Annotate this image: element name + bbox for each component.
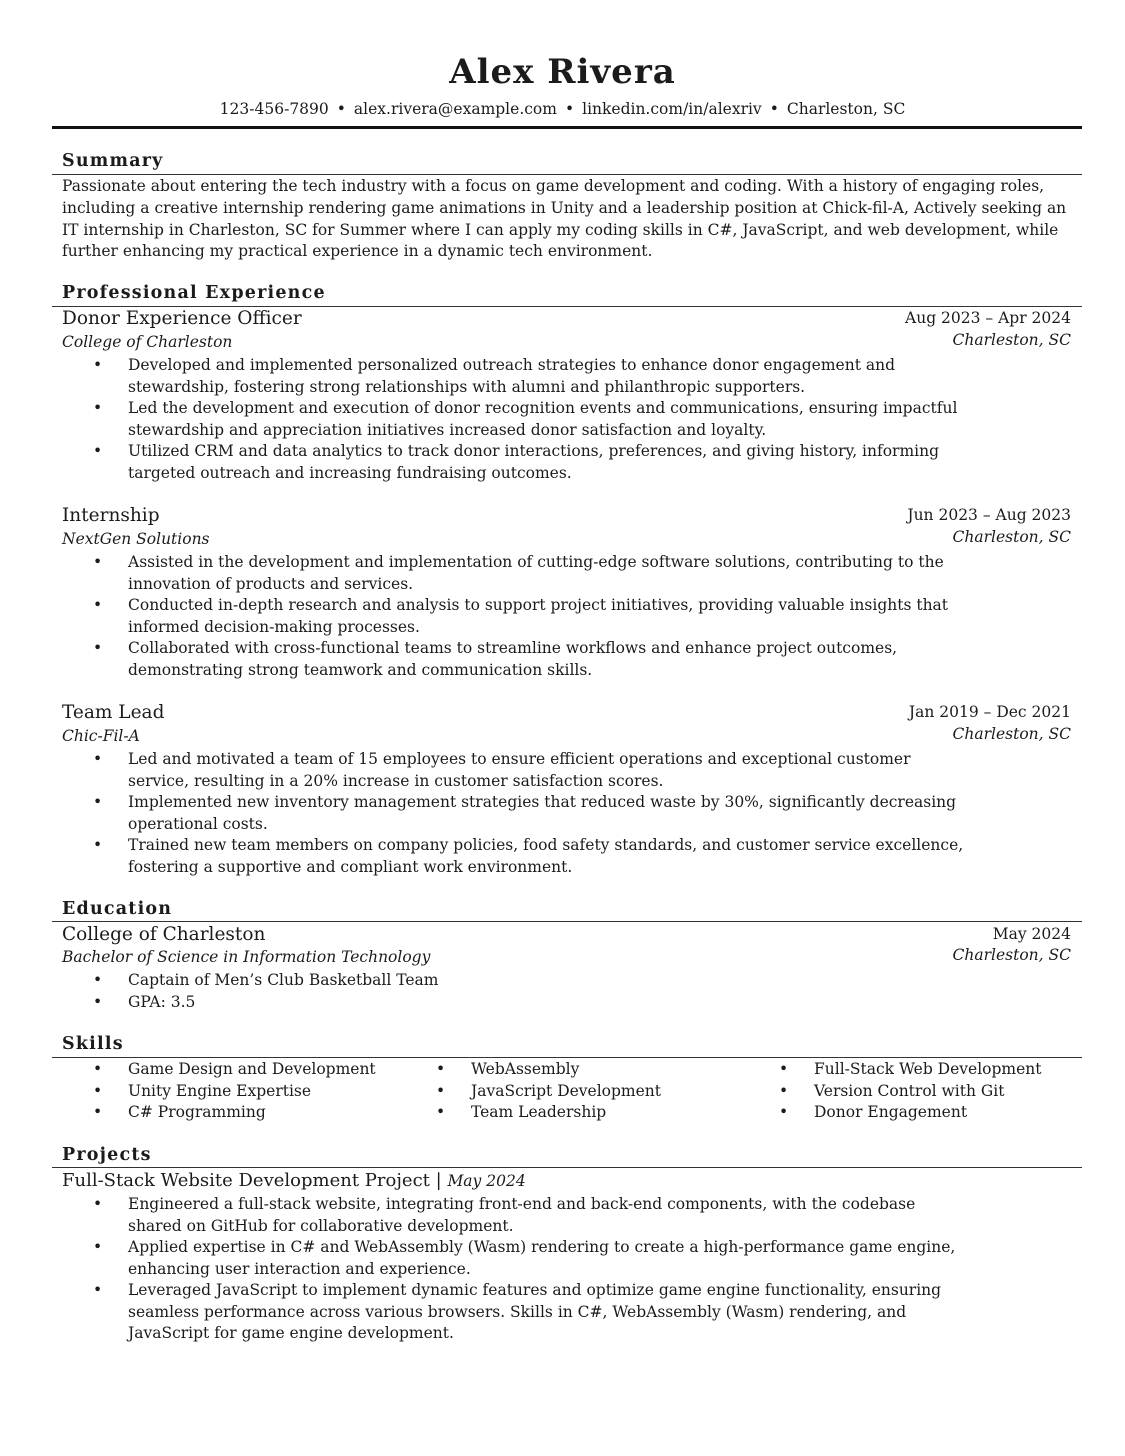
project-date: May 2024 — [447, 1172, 526, 1190]
project-bullets — [0, 1194, 968, 1345]
job-title: Team Lead — [62, 702, 165, 723]
list-item: • Developed and implemented personalized outreach strategies to enhance donor engagement and stewardship, fostering strong relationships with alumni and philanthropic supporters. — [93, 356, 895, 396]
list-item: • Conducted in-depth research and analysis to support project initiatives, providing valuable insights that informed decision-making processes. — [93, 596, 949, 636]
section-rule — [52, 1167, 1082, 1168]
skill-item: • C# Programming — [93, 1102, 376, 1124]
skill-item: • JavaScript Development — [436, 1081, 661, 1103]
bullet-icon: • — [93, 442, 103, 460]
list-item: • Utilized CRM and data analytics to track donor interactions, preferences, and giving history, informing targeted outreach and increasing fundraising outcomes. — [93, 442, 940, 482]
school-name: College of Charleston — [62, 924, 266, 945]
list-item: • Implemented new inventory management strategies that reduced waste by 30%, significantly decreasing operational costs. — [93, 793, 957, 833]
bullet-icon: • — [93, 596, 103, 614]
bullet-icon: • — [93, 992, 103, 1011]
bullet-icon: • — [436, 1081, 446, 1100]
bullet-icon: • — [93, 1281, 103, 1299]
list-item: • Applied expertise in C# and WebAssembly (Wasm) rendering to create a high-performance game engine, enhancing user interaction and experience. — [93, 1238, 956, 1278]
job-title: Internship — [62, 505, 160, 526]
school-location: Charleston, SC — [952, 946, 1071, 964]
skills-column — [436, 1059, 661, 1124]
section-rule — [52, 306, 1082, 307]
separator: • — [336, 100, 346, 118]
candidate-name: Alex Rivera — [449, 52, 676, 92]
section-title-projects: Projects — [62, 1145, 152, 1165]
graduation-date: May 2024 — [992, 925, 1071, 943]
section-rule — [52, 174, 1082, 175]
bullet-icon: • — [93, 1238, 103, 1256]
skill-item: • Donor Engagement — [779, 1102, 1042, 1124]
skill-item: • Full-Stack Web Development — [779, 1059, 1042, 1081]
separator: • — [769, 100, 779, 118]
bullet-icon: • — [93, 971, 103, 989]
bullet-icon: • — [93, 750, 103, 768]
job-dates: Aug 2023 – Apr 2024 — [905, 309, 1071, 327]
list-item: • Captain of Men’s Club Basketball Team — [0, 970, 968, 992]
bullet-icon: • — [93, 836, 103, 854]
job-title: Donor Experience Officer — [62, 308, 302, 329]
phone: 123-456-7890 — [219, 100, 329, 118]
job-bullets — [0, 355, 968, 484]
bullet-icon: • — [93, 1081, 103, 1100]
job-organization: Chic-Fil-A — [62, 727, 140, 745]
bullet-icon: • — [93, 639, 103, 657]
bullet-icon: • — [93, 356, 103, 374]
list-item: • Led and motivated a team of 15 employees to ensure efficient operations and exceptional customer service, resulting in a 20% increase in customer satisfaction scores. — [93, 750, 911, 790]
skill-item: • Unity Engine Expertise — [93, 1081, 376, 1103]
section-title-skills: Skills — [62, 1034, 124, 1054]
bullet-icon: • — [93, 1103, 103, 1122]
bullet-icon: • — [779, 1060, 789, 1078]
bullet-icon: • — [93, 793, 103, 811]
bullet-icon: • — [93, 399, 103, 417]
header-divider — [52, 126, 1082, 129]
skill-item: • Version Control with Git — [779, 1081, 1042, 1103]
list-item: • Trained new team members on company policies, food safety standards, and customer service excellence, fostering a supportive and compliant work environment. — [93, 836, 964, 876]
degree: Bachelor of Science in Information Technology — [62, 948, 431, 966]
list-item: • Assisted in the development and implementation of cutting-edge software solutions, contributing to the innovation of products and services. — [93, 553, 944, 593]
education-bullets — [0, 970, 968, 1013]
job-location: Charleston, SC — [952, 528, 1071, 546]
list-item: • GPA: 3.5 — [0, 992, 968, 1014]
bullet-icon: • — [436, 1060, 446, 1078]
project-divider: | — [435, 1170, 442, 1191]
bullet-icon: • — [436, 1103, 446, 1122]
section-rule — [52, 921, 1082, 922]
list-item: • Collaborated with cross-functional teams to streamline workflows and enhance project outcomes, demonstrating strong teamwork and communication skills. — [93, 639, 898, 679]
bullet-icon: • — [779, 1081, 789, 1100]
skills-column — [93, 1059, 376, 1124]
bullet-icon: • — [93, 1195, 103, 1213]
summary-text: Passionate about entering the tech industry with a focus on game development and coding. With a history of engaging roles, including a creative internship rendering game animations in Unity and a leadership position at Chick-fil-A, Actively seeking an IT internship in Charleston, SC for Summer where I can apply my coding skills in C#, JavaScript, and web development, while further enhancing my practical experience in a dynamic tech environment. — [62, 177, 1067, 261]
job-dates: Jun 2023 – Aug 2023 — [907, 506, 1071, 524]
job-location: Charleston, SC — [952, 725, 1071, 743]
skill-item: • Team Leadership — [436, 1102, 661, 1124]
project-name: Full-Stack Website Development Project — [62, 1170, 430, 1191]
list-item: • Leveraged JavaScript to implement dynamic features and optimize game engine functionality, ensuring seamless performance across various browsers. Skills in C#, WebAssembly (Wasm) rendering, and JavaScript for game engine development. — [93, 1281, 942, 1342]
bullet-icon: • — [93, 1060, 103, 1078]
list-item: • Engineered a full-stack website, integrating front-end and back-end components, with the codebase shared on GitHub for collaborative development. — [93, 1195, 916, 1235]
job-bullets — [0, 552, 968, 681]
separator: • — [564, 100, 575, 118]
job-dates: Jan 2019 – Dec 2021 — [908, 703, 1071, 721]
job-bullets — [0, 749, 968, 878]
list-item: • Led the development and execution of donor recognition events and communications, ensuring impactful stewardship and appreciation initiatives increased donor satisfaction and loyalty. — [93, 399, 958, 439]
linkedin: linkedin.com/in/alexriv — [582, 100, 762, 118]
email: alex.rivera@example.com — [353, 100, 557, 118]
section-title-education: Education — [62, 899, 173, 919]
job-organization: College of Charleston — [62, 333, 233, 351]
skill-item: • Game Design and Development — [93, 1059, 376, 1081]
section-rule — [52, 1057, 1082, 1058]
location: Charleston, SC — [786, 100, 906, 118]
bullet-icon: • — [779, 1103, 789, 1122]
section-title-experience: Professional Experience — [62, 283, 326, 303]
contact-line — [0, 100, 1125, 118]
project-title — [62, 1170, 526, 1191]
section-title-summary: Summary — [62, 151, 164, 171]
job-organization: NextGen Solutions — [62, 530, 210, 548]
bullet-icon: • — [93, 553, 103, 571]
skills-column — [779, 1059, 1042, 1124]
skill-item: • WebAssembly — [436, 1059, 661, 1081]
job-location: Charleston, SC — [952, 331, 1071, 349]
